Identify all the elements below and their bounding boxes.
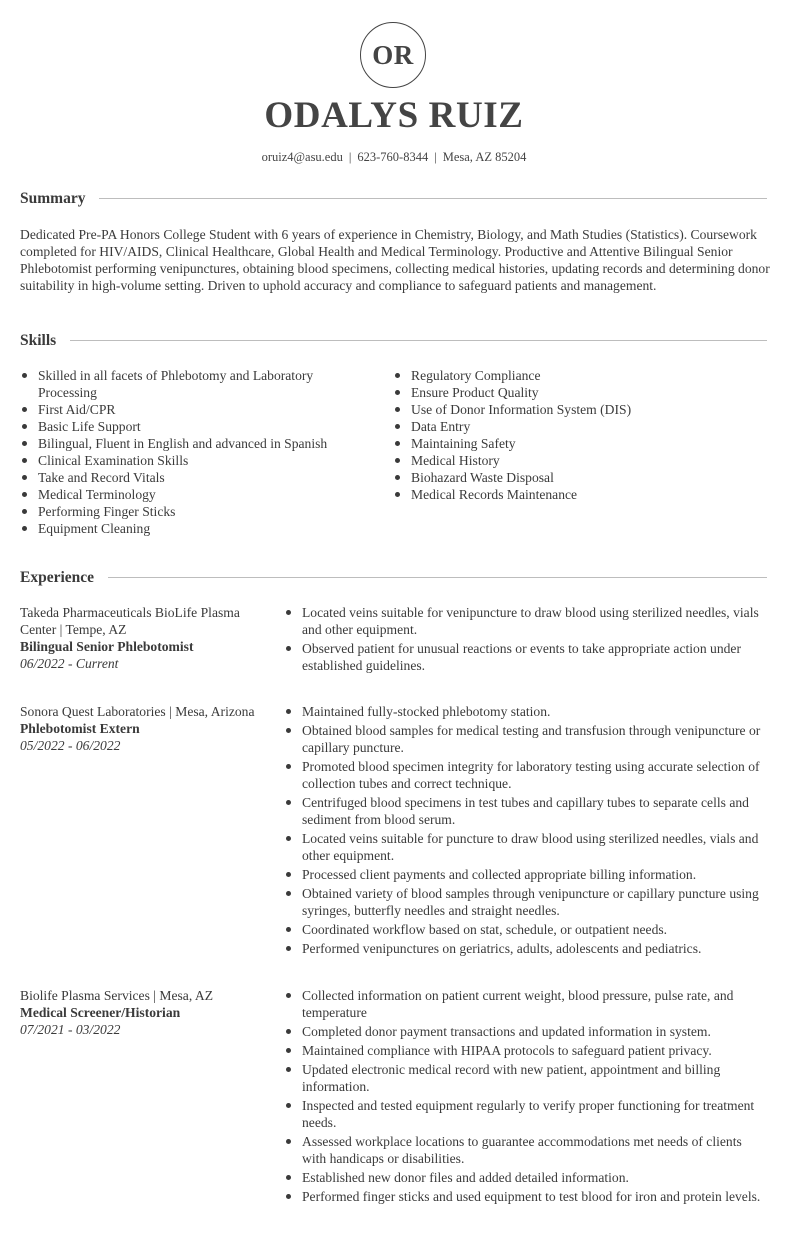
job-meta — [20, 703, 278, 754]
skills-list-left — [20, 367, 360, 537]
job-bullet: Centrifuged blood specimens in test tubes and capillary tubes to separate cells and sediment from blood serum. — [284, 794, 768, 828]
experience-heading: Experience — [20, 569, 95, 586]
job-bullet: Processed client payments and collected appropriate billing information. — [284, 866, 768, 883]
job-bullet: Established new donor files and added detailed information. — [284, 1169, 768, 1186]
job-bullet: Performed venipunctures on geriatrics, adults, adolescents and pediatrics. — [284, 940, 768, 957]
job-bullet: Obtained blood samples for medical testing and transfusion through venipuncture or capillary puncture. — [284, 722, 768, 756]
job-company: Biolife Plasma Services | Mesa, AZ — [20, 988, 214, 1003]
job-bullet: Inspected and tested equipment regularly to verify proper functioning for treatment needs. — [284, 1097, 768, 1131]
skill-item: Performing Finger Sticks — [20, 503, 360, 520]
job-bullets — [284, 703, 768, 959]
job-dates: 05/2022 - 06/2022 — [20, 738, 121, 753]
job-meta — [20, 987, 278, 1038]
skills-section-heading — [20, 332, 767, 349]
contact-location: Mesa, AZ 85204 — [442, 150, 527, 164]
skill-item: Use of Donor Information System (DIS) — [393, 401, 763, 418]
job-bullet: Assessed workplace locations to guarantee accommodations met needs of clients with handicaps or disabilities. — [284, 1133, 768, 1167]
skill-item: First Aid/CPR — [20, 401, 360, 418]
job-role: Bilingual Senior Phlebotomist — [20, 639, 194, 654]
candidate-name: ODALYS RUIZ — [264, 95, 524, 136]
skill-item: Skilled in all facets of Phlebotomy and Laboratory Processing — [20, 367, 360, 401]
section-divider — [70, 340, 767, 341]
job-meta — [20, 604, 278, 672]
skill-item: Take and Record Vitals — [20, 469, 360, 486]
skill-item: Bilingual, Fluent in English and advanced in Spanish — [20, 435, 360, 452]
job-bullet: Performed finger sticks and used equipment to test blood for iron and protein levels. — [284, 1188, 768, 1205]
job-dates: 06/2022 - Current — [20, 656, 119, 671]
skill-item: Medical Terminology — [20, 486, 360, 503]
summary-heading: Summary — [20, 190, 86, 207]
section-divider — [108, 577, 767, 578]
job-bullet: Collected information on patient current weight, blood pressure, pulse rate, and temperature — [284, 987, 768, 1021]
skills-list-right — [393, 367, 763, 503]
job-bullet: Observed patient for unusual reactions or events to take appropriate action under established guidelines. — [284, 640, 768, 674]
job-bullet: Coordinated workflow based on stat, schedule, or outpatient needs. — [284, 921, 768, 938]
job-bullet: Obtained variety of blood samples through venipuncture or capillary puncture using syringes, butterfly needles and straight needles. — [284, 885, 768, 919]
job-role: Phlebotomist Extern — [20, 721, 140, 736]
skill-item: Medical History — [393, 452, 763, 469]
job-bullet: Located veins suitable for venipuncture to draw blood using sterilized needles, vials and other equipment. — [284, 604, 768, 638]
skill-item: Basic Life Support — [20, 418, 360, 435]
job-dates: 07/2021 - 03/2022 — [20, 1022, 121, 1037]
contact-separator: | — [434, 150, 437, 164]
skill-item: Medical Records Maintenance — [393, 486, 763, 503]
skill-item: Maintaining Safety — [393, 435, 763, 452]
job-bullet: Located veins suitable for puncture to draw blood using sterilized needles, vials and other equipment. — [284, 830, 768, 864]
job-bullet: Maintained compliance with HIPAA protocols to safeguard patient privacy. — [284, 1042, 768, 1059]
contact-email: oruiz4@asu.edu — [261, 150, 343, 164]
contact-separator: | — [348, 150, 352, 164]
contact-phone: 623-760-8344 — [357, 150, 429, 164]
job-role: Medical Screener/Historian — [20, 1005, 181, 1020]
skills-heading: Skills — [20, 332, 57, 349]
summary-text: Dedicated Pre-PA Honors College Student with 6 years of experience in Chemistry, Biology, and Math Studies (Statistics). Coursework completed for HIV/AIDS, Clinical Healthcare, Global Health and Medical Terminology. Productive and Attentive Bilingual Senior Phlebotomist performing venipunctures, obtaining blood specimens, collecting medical histories, updating records and determining donor suitability in high-volume setting. Driven to uphold accuracy and compliance to safeguard patients and management. — [20, 227, 770, 293]
summary-section-heading — [20, 190, 767, 207]
monogram-badge: OR — [360, 22, 426, 88]
job-bullet: Promoted blood specimen integrity for laboratory testing using accurate selection of collection tubes and correct technique. — [284, 758, 768, 792]
job-bullets — [284, 987, 768, 1207]
skill-item: Clinical Examination Skills — [20, 452, 360, 469]
job-bullets — [284, 604, 768, 676]
job-company: Takeda Pharmaceuticals BioLife Plasma Center | Tempe, AZ — [20, 605, 240, 637]
contact-line — [0, 149, 788, 166]
skill-item: Data Entry — [393, 418, 763, 435]
skill-item: Biohazard Waste Disposal — [393, 469, 763, 486]
experience-section-heading — [20, 569, 767, 586]
job-company: Sonora Quest Laboratories | Mesa, Arizona — [20, 704, 255, 719]
skill-item: Equipment Cleaning — [20, 520, 360, 537]
job-bullet: Completed donor payment transactions and updated information in system. — [284, 1023, 768, 1040]
job-bullet: Updated electronic medical record with new patient, appointment and billing information. — [284, 1061, 768, 1095]
skill-item: Ensure Product Quality — [393, 384, 763, 401]
section-divider — [99, 198, 767, 199]
job-bullet: Maintained fully-stocked phlebotomy station. — [284, 703, 768, 720]
skill-item: Regulatory Compliance — [393, 367, 763, 384]
